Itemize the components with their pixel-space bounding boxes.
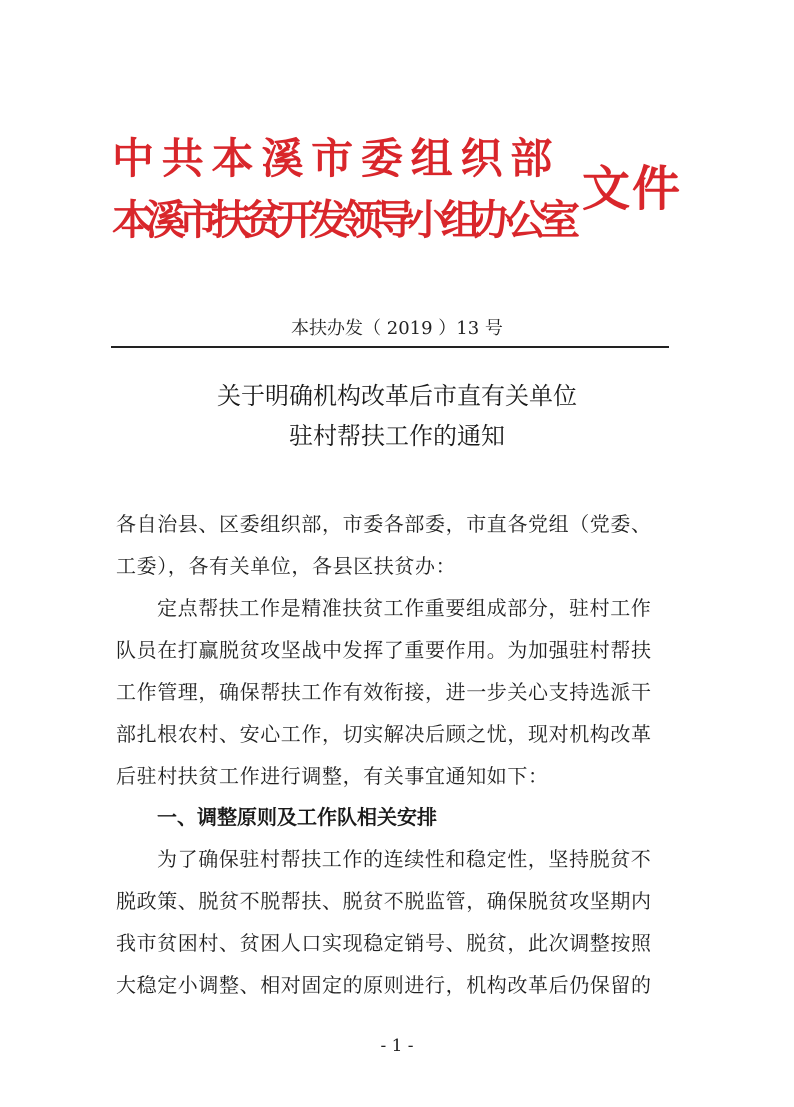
- paragraph-1-line: 工作管理，确保帮扶工作有效衔接，进一步关心支持选派干: [116, 680, 652, 704]
- issuer-line-2: 本溪市扶贫开发领导小组办公室: [112, 196, 572, 244]
- document-number: 本扶办发（ 2019 ）13 号: [291, 318, 503, 339]
- paragraph-2-line: 为了确保驻村帮扶工作的连续性和稳定性，坚持脱贫不: [157, 847, 652, 871]
- page-number: - 1 -: [380, 1036, 414, 1056]
- red-header: [112, 134, 712, 258]
- paragraph-1-line: 定点帮扶工作是精准扶贫工作重要组成部分，驻村工作: [157, 596, 652, 620]
- title-line-1: 关于明确机构改革后市直有关单位: [217, 382, 577, 410]
- paragraph-2-line: 我市贫困村、贫困人口实现稳定销号、脱贫，此次调整按照: [116, 931, 652, 955]
- paragraph-1-line: 部扎根农村、安心工作，切实解决后顾之忧，现对机构改革: [116, 722, 652, 746]
- paragraph-2-line: 脱政策、脱贫不脱帮扶、脱贫不脱监管，确保脱贫攻坚期内: [116, 889, 652, 913]
- paragraph-1-line: 后驻村扶贫工作进行调整，有关事宜通知如下：: [116, 764, 549, 788]
- title-line-2: 驻村帮扶工作的通知: [289, 422, 505, 450]
- paragraph-1-line: 队员在打赢脱贫攻坚战中发挥了重要作用。为加强驻村帮扶: [116, 638, 652, 662]
- file-word: 文件: [582, 161, 683, 217]
- addressee-line-1: 各自治县、区委组织部，市委各部委，市直各党组（党委、: [116, 512, 652, 536]
- paragraph-2-line: 大稳定小调整、相对固定的原则进行，机构改革后仍保留的: [116, 973, 652, 997]
- header-divider: [111, 346, 669, 348]
- section-heading-1: 一、调整原则及工作队相关安排: [157, 805, 437, 829]
- addressee-line-2: 工委），各有关单位，各县区扶贫办：: [116, 554, 457, 578]
- issuer-line-1: 中共本溪市委组织部: [112, 134, 561, 183]
